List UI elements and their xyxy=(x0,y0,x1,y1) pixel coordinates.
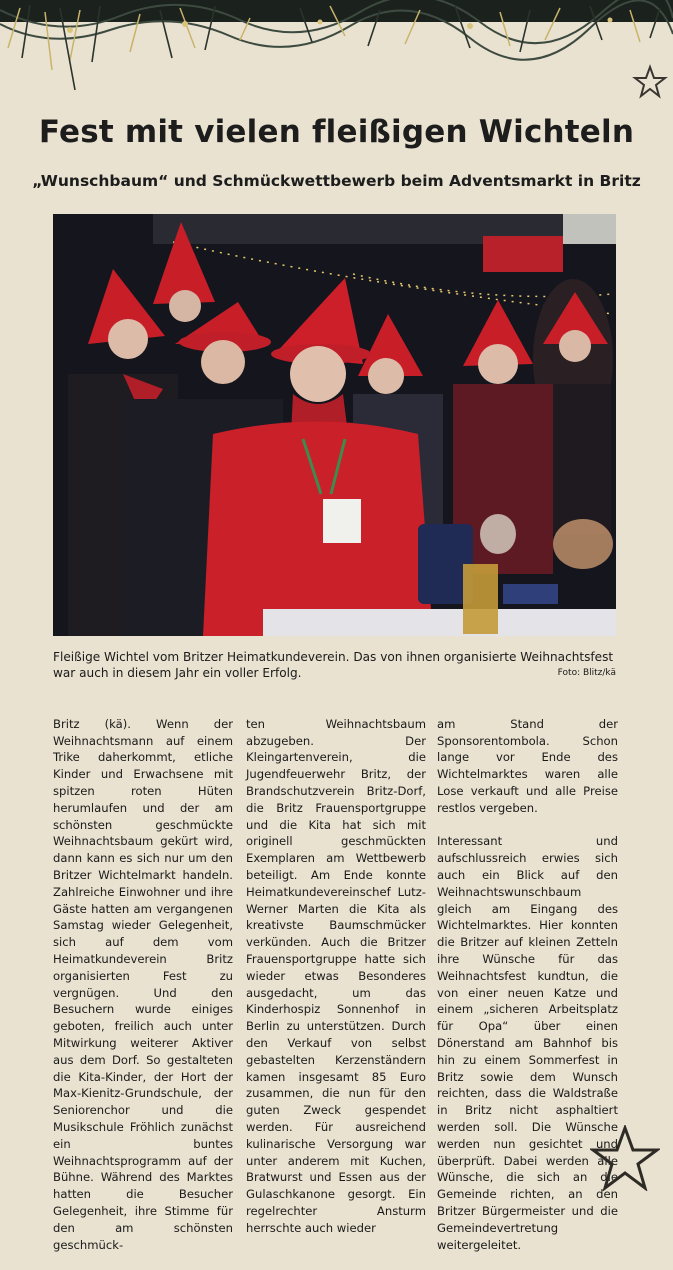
photo-credit: Foto: Blitz/kä xyxy=(557,668,616,678)
headline: Fest mit vielen fleißigen Wichteln xyxy=(38,114,635,150)
star-icon xyxy=(590,1125,660,1191)
article-column-1 xyxy=(53,699,233,1270)
column-3-paragraph-2: Interessant und aufschlussreich erwies sich auch ein Blick auf den Weihnachtswunschbaum gleich am Eingang des Wichtelmarktes. Hier konnten die Britzer auf kleinen Zetteln ihre Wünsche für das Weihnachtsfest kundtun, die von einer neuen Katze und einem „sicheren Arbeitsplatz für Opa“ über einen Dönerstand am Bahnhof bis hin zu einem Sommerfest in Britz sowie dem Wunsch reichten, dass die Waldstraße in Britz nicht asphaltiert werden soll. Die Wünsche werden nun gesichtet und überprüft. Dabei werden alle Wünsche, die sich an die Gemeinde richten, an den Britzer Bürgermeister und die Gemeindevertretung weitergeleitet. xyxy=(437,834,618,1252)
column-3-paragraph-1: am Stand der Sponsorentombola. Schon lange vor Ende des Wichtelmarktes waren alle Lose verkauft und alle Preise restlos vergeben. xyxy=(437,716,618,815)
column-2-text: ten Weihnachtsbaum abzugeben. Der Kleingartenverein, die Jugendfeuerwehr Britz, der Brandschutzverein Britz-Dorf, die Britz Frauensportgruppe und die Kita hat sich mit originell geschmückten Exemplaren am Wettbewerb beteiligt. Am Ende konnte Heimatkundevereinschef Lutz-Werner Marten die Kita als kreativste Baumschmücker verkünden. Auch die Britzer Frauensportgruppe hatte sich wieder etwas Besonderes ausgedacht, um das Kinderhospiz Sonnenhof in Berlin zu unterstützen. Durch den Verkauf von selbst gebastelten Kerzenständern kamen insgesamt 85 Euro zusammen, die nun für den guten Zweck gespendet werden. Für ausreichend kulinarische Versorgung war unter anderem mit Kuchen, Bratwurst und Essen aus der Gulaschkanone gesorgt. Ein regelrechter Ansturm herrschte auch wieder xyxy=(246,716,426,1235)
caption-text: Fleißige Wichtel vom Britzer Heimatkundeverein. Das von ihnen organisierte Weihnachtsfest war auch in diesem Jahr ein voller Erfolg. xyxy=(53,650,614,680)
star-icon xyxy=(632,64,668,100)
photo-caption xyxy=(53,649,616,681)
tinsel-garland xyxy=(0,0,673,95)
article-column-2 xyxy=(246,699,426,1253)
column-1-text: Britz (kä). Wenn der Weihnachtsmann auf einem Trike daherkommt, etliche Kinder und Erwachsene mit spitzen roten Hüten herumlaufen und der am schönsten geschmückte Weihnachtsbaum gekürt wird, dann kann es sich nur um den Britzer Wichtelmarkt handeln. Zahlreiche Einwohner und ihre Gäste hatten am vergangenen Samstag wieder Gelegenheit, sich auf dem vom Heimatkundeverein Britz organisierten Fest zu vergnügen. Und den Besuchern wurde einiges geboten, freilich auch unter Mitwirkung weiterer Aktiver aus dem Dorf. So gestalteten die Kita-Kinder, der Hort der Max-Kienitz-Grundschule, der Seniorenchor und die Musikschule Fröhlich zunächst ein buntes Weihnachtsprogramm auf der Bühne. Während des Marktes hatten die Besucher Gelegenheit, ihre Stimme für den am schönsten geschmück- xyxy=(53,716,233,1252)
article-photo xyxy=(53,214,616,636)
subheadline: „Wunschbaum“ und Schmückwettbewerb beim Adventsmarkt in Britz xyxy=(32,172,641,190)
